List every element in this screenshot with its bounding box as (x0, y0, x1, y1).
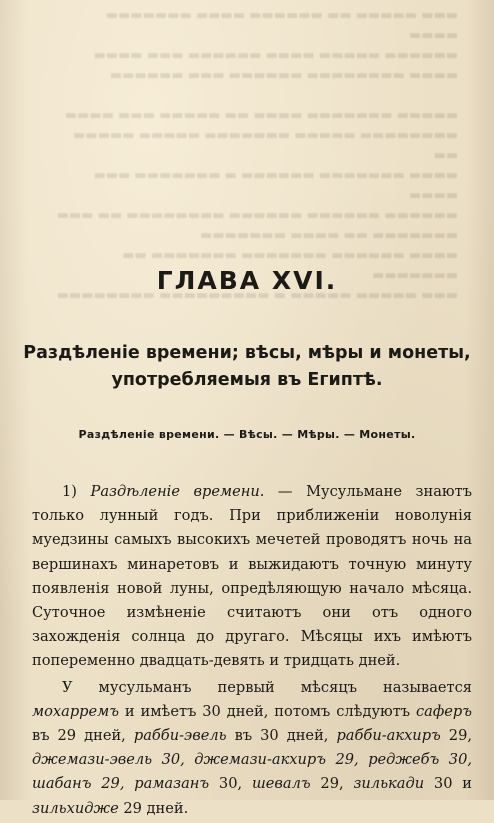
text-run: У мусульманъ первый мѣсяцъ называется (62, 678, 472, 696)
text-run: и имѣетъ 30 дней, потомъ слѣдуютъ (118, 702, 416, 720)
section-number: 1) (62, 483, 77, 500)
text-run: 30, (209, 775, 252, 793)
month-name: рабби-эвель (133, 727, 227, 745)
chapter-title (20, 340, 474, 394)
show-through-text: ▬▬▬ ▬▬▬▬▬ ▬▬ ▬▬▬▬▬▬ ▬▬▬▬ ▬▬▬▬▬▬▬ ▬▬▬▬ ▬▬▬▬▬▬ ▬▬▬▬▬ ▬▬▬▬ ▬▬▬▬▬▬ ▬▬▬ ▬▬▬▬ ▬▬▬▬ ▬▬▬▬▬▬▬▬ ▬▬▬▬▬▬ ▬▬▬ ▬▬▬▬▬▬ ▬▬▬▬▬ ▬▬▬▬▬▬▬ ▬▬▬▬ ▬▬ ▬▬▬▬▬ ▬▬▬ ▬▬▬▬ ▬▬▬▬▬▬▬▬ ▬▬▬▬▬ ▬▬▬▬▬▬▬ ▬▬▬▬▬ ▬▬▬▬▬ ▬▬ ▬▬▬▬ ▬▬▬▬▬▬▬ ▬▬▬▬▬▬ ▬ ▬▬▬▬▬▬▬ ▬▬▬ ▬▬▬▬ ▬▬▬▬▬▬ ▬▬▬▬▬▬ ▬▬▬▬▬▬ ▬▬▬▬▬▬▬▬ ▬▬ ▬▬▬ ▬▬▬▬▬▬▬ ▬▬ ▬▬▬▬ ▬▬▬▬▬▬▬ ▬▬▬▬ ▬▬▬▬▬▬ ▬▬▬▬▬▬▬ ▬▬▬▬▬▬▬ ▬▬ ▬▬▬▬▬▬▬ ▬▬▬ ▬▬▬▬▬ ▬▬▬▬▬ ▬ ▬▬▬▬▬▬▬▬▬ ▬▬▬▬▬▬▬▬ (56, 8, 458, 303)
paragraph-1 (32, 480, 472, 674)
text-run: 29 дней. (118, 799, 189, 817)
chapter-heading: ГЛАВА XVI. (156, 266, 338, 295)
section-heading: Раздѣленіе времени. (90, 483, 265, 500)
month-name: зилькади (353, 775, 425, 793)
text-run: въ 30 дней, (226, 727, 337, 745)
text-run: въ 29 дней, (32, 727, 134, 745)
chapter-title-line-1: Раздѣленіе времени; вѣсы, мѣры и монеты, (23, 343, 471, 363)
text-run: 29, (440, 727, 473, 745)
paragraph-1-text: — Мусульмане знаютъ только лунный годъ. При приближеніи новолунія муедзины самыхъ высокихъ мечетей проводятъ ночь на вершинахъ минаретовъ и выжидаютъ точную минуту появленія новой луны, опредѣляющую начало мѣсяца. Суточное измѣненіе считаютъ они отъ одного захожденія солнца до другаго. Мѣсяцы ихъ имѣютъ попеременно двадцать-девять и тридцать дней. (32, 483, 472, 670)
month-name: шевалъ (251, 775, 311, 793)
chapter-title-line-2: употребляемыя въ Египтѣ. (111, 370, 383, 390)
month-name: зильхидже (32, 799, 119, 817)
text-run: 29, (310, 775, 354, 793)
month-names: джемази-эвель 30, джемази-акхиръ 29, реджебъ 30, шабанъ 29, рамазанъ (32, 751, 472, 793)
month-name: мохарремъ (32, 702, 119, 720)
month-name: рабби-акхиръ (336, 727, 441, 745)
body-text (32, 480, 472, 823)
chapter-contents-summary: Раздѣленіе времени. — Вѣсы. — Мѣры. — Монеты. (78, 428, 416, 441)
text-run: 30 и (424, 775, 472, 793)
month-name: саферъ (415, 702, 472, 720)
paragraph-2 (32, 676, 472, 821)
